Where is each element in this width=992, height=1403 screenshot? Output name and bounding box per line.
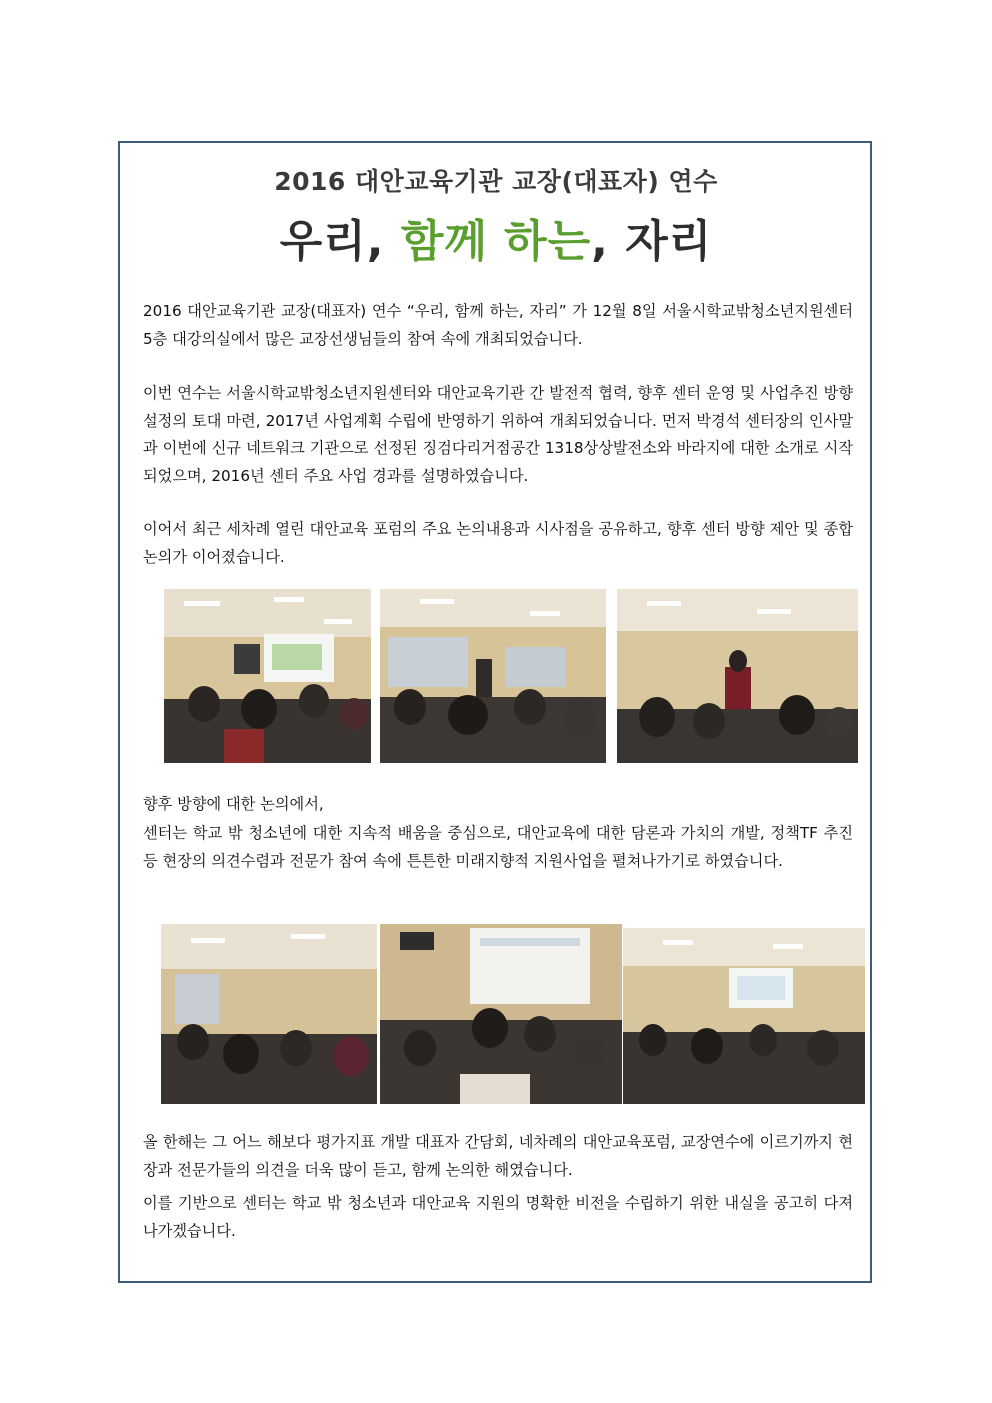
paragraph-forum: 이어서 최근 세차례 열린 대안교육 포럼의 주요 논의내용과 시사점을 공유하고, 향후 센터 방향 제안 및 종합논의가 이어졌습니다. [143,520,853,566]
photo-discussion-1 [161,924,377,1104]
photo-discussion-3 [623,928,865,1104]
document-subtitle: 2016 대안교육기관 교장(대표자) 연수 [274,167,718,196]
photo-lecture-room-1 [164,589,371,763]
paragraph-closing: 이를 기반으로 센터는 학교 밖 청소년과 대안교육 지원의 명확한 비전을 수립하기 위한 내실을 공고히 다져나가겠습니다. [143,1194,853,1240]
title-part-3: , 자리 [591,216,713,267]
title-part-1: 우리, [279,216,401,267]
paragraph-direction-heading: 향후 방향에 대한 논의에서, [143,795,324,813]
paragraph-summary: 올 한해는 그 어느 해보다 평가지표 개발 대표자 간담회, 네차례의 대안교육포럼, 교장연수에 이르기까지 현장과 전문가들의 의견을 더욱 많이 듣고, 함께 논의한 해였습니다. [143,1133,853,1179]
photo-lecture-room-2 [380,589,606,763]
title-part-2: 함께 하는 [400,216,592,267]
document-title [0,205,992,269]
paragraph-direction: 센터는 학교 밖 청소년에 대한 지속적 배움을 중심으로, 대안교육에 대한 담론과 가치의 개발, 정책TF 추진 등 현장의 의견수렴과 전문가 참여 속에 튼튼한 미래지향적 지원사업을 펼쳐나가기로 하였습니다. [143,824,853,870]
photo-discussion-2 [380,924,622,1104]
photo-lecture-room-3 [617,589,858,763]
paragraph-purpose: 이번 연수는 서울시학교밖청소년지원센터와 대안교육기관 간 발전적 협력, 향후 센터 운영 및 사업추진 방향 설정의 토대 마련, 2017년 사업계획 수립에 반영하기 위하여 개최되었습니다. 먼저 박경석 센터장의 인사말과 이번에 신규 네트워크 기관으로 선정된 징검다리거점공간 1318상상발전소와 바라지에 대한 소개로 시작되었으며, 2016년 센터 주요 사업 경과를 설명하였습니다. [143,384,853,485]
paragraph-intro: 2016 대안교육기관 교장(대표자) 연수 “우리, 함께 하는, 자리” 가 12월 8일 서울시학교밖청소년지원센터 5층 대강의실에서 많은 교장선생님들의 참여 속에 개최되었습니다. [143,302,853,348]
